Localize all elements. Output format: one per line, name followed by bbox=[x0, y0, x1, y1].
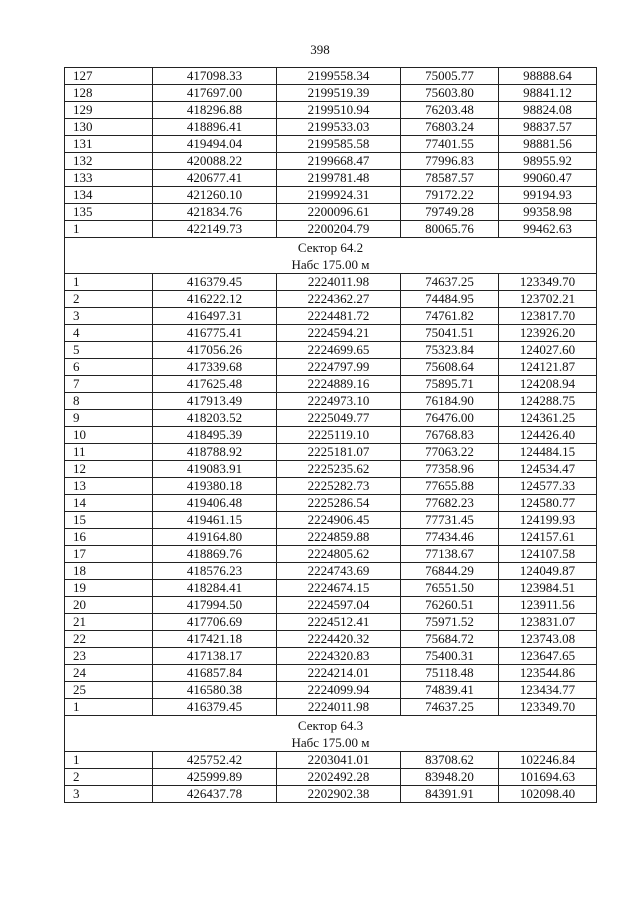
x-coordinate-cell: 425752.42 bbox=[153, 752, 277, 769]
page-number: 398 bbox=[310, 42, 330, 57]
y-coordinate-cell: 2224011.98 bbox=[277, 274, 401, 291]
x-coordinate-cell: 417098.33 bbox=[153, 68, 277, 85]
y-coordinate-cell: 2199924.31 bbox=[277, 187, 401, 204]
point-number-cell: 2 bbox=[65, 291, 153, 308]
table-row bbox=[65, 325, 597, 342]
x-local-cell: 84391.91 bbox=[401, 786, 499, 803]
y-coordinate-cell: 2199510.94 bbox=[277, 102, 401, 119]
x-local-cell: 77434.46 bbox=[401, 529, 499, 546]
sector-header-cell bbox=[65, 238, 597, 274]
x-local-cell: 74839.41 bbox=[401, 682, 499, 699]
table-row bbox=[65, 631, 597, 648]
x-coordinate-cell: 417994.50 bbox=[153, 597, 277, 614]
x-local-cell: 76476.00 bbox=[401, 410, 499, 427]
y-local-cell: 98841.12 bbox=[499, 85, 597, 102]
y-local-cell: 124426.40 bbox=[499, 427, 597, 444]
y-coordinate-cell: 2224906.45 bbox=[277, 512, 401, 529]
table-row bbox=[65, 153, 597, 170]
x-coordinate-cell: 418576.23 bbox=[153, 563, 277, 580]
table-row bbox=[65, 102, 597, 119]
x-local-cell: 75608.64 bbox=[401, 359, 499, 376]
table-row bbox=[65, 136, 597, 153]
y-local-cell: 101694.63 bbox=[499, 769, 597, 786]
table-row bbox=[65, 580, 597, 597]
table-row bbox=[65, 85, 597, 102]
y-local-cell: 124361.25 bbox=[499, 410, 597, 427]
table-row bbox=[65, 444, 597, 461]
y-local-cell: 124577.33 bbox=[499, 478, 597, 495]
x-coordinate-cell: 417421.18 bbox=[153, 631, 277, 648]
point-number-cell: 15 bbox=[65, 512, 153, 529]
x-coordinate-cell: 419380.18 bbox=[153, 478, 277, 495]
y-local-cell: 124208.94 bbox=[499, 376, 597, 393]
x-local-cell: 74637.25 bbox=[401, 274, 499, 291]
y-coordinate-cell: 2202902.38 bbox=[277, 786, 401, 803]
x-coordinate-cell: 417625.48 bbox=[153, 376, 277, 393]
x-local-cell: 76260.51 bbox=[401, 597, 499, 614]
y-coordinate-cell: 2199781.48 bbox=[277, 170, 401, 187]
table-row bbox=[65, 427, 597, 444]
y-coordinate-cell: 2225049.77 bbox=[277, 410, 401, 427]
x-coordinate-cell: 425999.89 bbox=[153, 769, 277, 786]
point-number-cell: 2 bbox=[65, 769, 153, 786]
table-row bbox=[65, 699, 597, 716]
table-row bbox=[65, 342, 597, 359]
x-local-cell: 76184.90 bbox=[401, 393, 499, 410]
x-coordinate-cell: 417339.68 bbox=[153, 359, 277, 376]
y-local-cell: 98824.08 bbox=[499, 102, 597, 119]
x-coordinate-cell: 417706.69 bbox=[153, 614, 277, 631]
x-local-cell: 79172.22 bbox=[401, 187, 499, 204]
x-local-cell: 76768.83 bbox=[401, 427, 499, 444]
x-local-cell: 76551.50 bbox=[401, 580, 499, 597]
y-local-cell: 98955.92 bbox=[499, 153, 597, 170]
table-row bbox=[65, 546, 597, 563]
table-row bbox=[65, 291, 597, 308]
point-number-cell: 135 bbox=[65, 204, 153, 221]
x-local-cell: 75323.84 bbox=[401, 342, 499, 359]
y-local-cell: 123817.70 bbox=[499, 308, 597, 325]
y-coordinate-cell: 2225235.62 bbox=[277, 461, 401, 478]
table-row bbox=[65, 187, 597, 204]
point-number-cell: 7 bbox=[65, 376, 153, 393]
table-row bbox=[65, 495, 597, 512]
sector-header-row bbox=[65, 716, 597, 752]
sector-title: Сектор 64.2 bbox=[297, 239, 364, 255]
y-local-cell: 123926.20 bbox=[499, 325, 597, 342]
y-local-cell: 123349.70 bbox=[499, 274, 597, 291]
y-coordinate-cell: 2224674.15 bbox=[277, 580, 401, 597]
x-coordinate-cell: 418203.52 bbox=[153, 410, 277, 427]
table-row bbox=[65, 204, 597, 221]
y-coordinate-cell: 2224743.69 bbox=[277, 563, 401, 580]
y-coordinate-cell: 2224320.83 bbox=[277, 648, 401, 665]
x-coordinate-cell: 421260.10 bbox=[153, 187, 277, 204]
y-local-cell: 124121.87 bbox=[499, 359, 597, 376]
x-local-cell: 75895.71 bbox=[401, 376, 499, 393]
point-number-cell: 6 bbox=[65, 359, 153, 376]
y-local-cell: 123911.56 bbox=[499, 597, 597, 614]
x-coordinate-cell: 417138.17 bbox=[153, 648, 277, 665]
x-coordinate-cell: 416775.41 bbox=[153, 325, 277, 342]
coordinates-table bbox=[64, 67, 597, 803]
y-coordinate-cell: 2203041.01 bbox=[277, 752, 401, 769]
table-row bbox=[65, 68, 597, 85]
y-local-cell: 124107.58 bbox=[499, 546, 597, 563]
x-local-cell: 75684.72 bbox=[401, 631, 499, 648]
x-coordinate-cell: 416379.45 bbox=[153, 274, 277, 291]
x-coordinate-cell: 419164.80 bbox=[153, 529, 277, 546]
y-coordinate-cell: 2199668.47 bbox=[277, 153, 401, 170]
x-coordinate-cell: 418788.92 bbox=[153, 444, 277, 461]
point-number-cell: 1 bbox=[65, 699, 153, 716]
table-row bbox=[65, 274, 597, 291]
y-local-cell: 102246.84 bbox=[499, 752, 597, 769]
table-row bbox=[65, 648, 597, 665]
y-coordinate-cell: 2200096.61 bbox=[277, 204, 401, 221]
y-coordinate-cell: 2202492.28 bbox=[277, 769, 401, 786]
point-number-cell: 131 bbox=[65, 136, 153, 153]
x-coordinate-cell: 416857.84 bbox=[153, 665, 277, 682]
table-row bbox=[65, 221, 597, 238]
y-coordinate-cell: 2199533.03 bbox=[277, 119, 401, 136]
y-local-cell: 124580.77 bbox=[499, 495, 597, 512]
y-coordinate-cell: 2224481.72 bbox=[277, 308, 401, 325]
x-local-cell: 75400.31 bbox=[401, 648, 499, 665]
x-coordinate-cell: 418296.88 bbox=[153, 102, 277, 119]
y-coordinate-cell: 2199519.39 bbox=[277, 85, 401, 102]
x-local-cell: 79749.28 bbox=[401, 204, 499, 221]
x-local-cell: 75005.77 bbox=[401, 68, 499, 85]
point-number-cell: 10 bbox=[65, 427, 153, 444]
sector-altitude: Набс 175.00 м bbox=[291, 256, 370, 272]
point-number-cell: 3 bbox=[65, 308, 153, 325]
table-row bbox=[65, 359, 597, 376]
table-row bbox=[65, 665, 597, 682]
table-row bbox=[65, 563, 597, 580]
point-number-cell: 128 bbox=[65, 85, 153, 102]
x-coordinate-cell: 417913.49 bbox=[153, 393, 277, 410]
point-number-cell: 1 bbox=[65, 752, 153, 769]
table-row bbox=[65, 682, 597, 699]
x-local-cell: 77655.88 bbox=[401, 478, 499, 495]
sector-title: Сектор 64.3 bbox=[297, 717, 364, 733]
x-coordinate-cell: 420677.41 bbox=[153, 170, 277, 187]
x-local-cell: 75971.52 bbox=[401, 614, 499, 631]
point-number-cell: 130 bbox=[65, 119, 153, 136]
x-local-cell: 74484.95 bbox=[401, 291, 499, 308]
point-number-cell: 16 bbox=[65, 529, 153, 546]
x-coordinate-cell: 416379.45 bbox=[153, 699, 277, 716]
y-local-cell: 98837.57 bbox=[499, 119, 597, 136]
x-local-cell: 76844.29 bbox=[401, 563, 499, 580]
point-number-cell: 20 bbox=[65, 597, 153, 614]
table-row bbox=[65, 614, 597, 631]
x-coordinate-cell: 418495.39 bbox=[153, 427, 277, 444]
y-coordinate-cell: 2225286.54 bbox=[277, 495, 401, 512]
y-coordinate-cell: 2224973.10 bbox=[277, 393, 401, 410]
x-coordinate-cell: 419494.04 bbox=[153, 136, 277, 153]
point-number-cell: 134 bbox=[65, 187, 153, 204]
y-coordinate-cell: 2225181.07 bbox=[277, 444, 401, 461]
sector-altitude: Набс 175.00 м bbox=[291, 734, 370, 750]
table-row bbox=[65, 752, 597, 769]
x-local-cell: 83708.62 bbox=[401, 752, 499, 769]
point-number-cell: 13 bbox=[65, 478, 153, 495]
point-number-cell: 4 bbox=[65, 325, 153, 342]
y-coordinate-cell: 2199558.34 bbox=[277, 68, 401, 85]
table-row bbox=[65, 308, 597, 325]
y-coordinate-cell: 2224512.41 bbox=[277, 614, 401, 631]
x-local-cell: 78587.57 bbox=[401, 170, 499, 187]
point-number-cell: 17 bbox=[65, 546, 153, 563]
x-coordinate-cell: 416222.12 bbox=[153, 291, 277, 308]
y-coordinate-cell: 2199585.58 bbox=[277, 136, 401, 153]
x-local-cell: 75041.51 bbox=[401, 325, 499, 342]
table-row bbox=[65, 393, 597, 410]
point-number-cell: 132 bbox=[65, 153, 153, 170]
coordinates-table-body bbox=[65, 68, 597, 803]
point-number-cell: 3 bbox=[65, 786, 153, 803]
x-local-cell: 74761.82 bbox=[401, 308, 499, 325]
y-local-cell: 124534.47 bbox=[499, 461, 597, 478]
y-coordinate-cell: 2224420.32 bbox=[277, 631, 401, 648]
sector-header-cell bbox=[65, 716, 597, 752]
x-local-cell: 77731.45 bbox=[401, 512, 499, 529]
point-number-cell: 24 bbox=[65, 665, 153, 682]
x-local-cell: 83948.20 bbox=[401, 769, 499, 786]
y-coordinate-cell: 2224859.88 bbox=[277, 529, 401, 546]
table-row bbox=[65, 376, 597, 393]
y-local-cell: 123434.77 bbox=[499, 682, 597, 699]
y-coordinate-cell: 2224889.16 bbox=[277, 376, 401, 393]
y-local-cell: 124049.87 bbox=[499, 563, 597, 580]
y-coordinate-cell: 2200204.79 bbox=[277, 221, 401, 238]
x-local-cell: 75118.48 bbox=[401, 665, 499, 682]
x-coordinate-cell: 420088.22 bbox=[153, 153, 277, 170]
table-row bbox=[65, 529, 597, 546]
y-local-cell: 102098.40 bbox=[499, 786, 597, 803]
y-coordinate-cell: 2224699.65 bbox=[277, 342, 401, 359]
y-local-cell: 123831.07 bbox=[499, 614, 597, 631]
x-coordinate-cell: 417697.00 bbox=[153, 85, 277, 102]
x-local-cell: 77358.96 bbox=[401, 461, 499, 478]
y-local-cell: 123984.51 bbox=[499, 580, 597, 597]
table-row bbox=[65, 512, 597, 529]
y-local-cell: 99462.63 bbox=[499, 221, 597, 238]
y-local-cell: 99358.98 bbox=[499, 204, 597, 221]
point-number-cell: 8 bbox=[65, 393, 153, 410]
point-number-cell: 12 bbox=[65, 461, 153, 478]
y-local-cell: 98888.64 bbox=[499, 68, 597, 85]
y-coordinate-cell: 2224597.04 bbox=[277, 597, 401, 614]
point-number-cell: 133 bbox=[65, 170, 153, 187]
table-row bbox=[65, 786, 597, 803]
table-row bbox=[65, 597, 597, 614]
point-number-cell: 1 bbox=[65, 221, 153, 238]
point-number-cell: 25 bbox=[65, 682, 153, 699]
y-coordinate-cell: 2224362.27 bbox=[277, 291, 401, 308]
x-local-cell: 80065.76 bbox=[401, 221, 499, 238]
y-local-cell: 98881.56 bbox=[499, 136, 597, 153]
y-local-cell: 124199.93 bbox=[499, 512, 597, 529]
y-local-cell: 124484.15 bbox=[499, 444, 597, 461]
x-coordinate-cell: 419406.48 bbox=[153, 495, 277, 512]
x-coordinate-cell: 419083.91 bbox=[153, 461, 277, 478]
table-row bbox=[65, 410, 597, 427]
y-local-cell: 123544.86 bbox=[499, 665, 597, 682]
y-local-cell: 124157.61 bbox=[499, 529, 597, 546]
table-row bbox=[65, 461, 597, 478]
x-coordinate-cell: 419461.15 bbox=[153, 512, 277, 529]
point-number-cell: 127 bbox=[65, 68, 153, 85]
x-coordinate-cell: 416497.31 bbox=[153, 308, 277, 325]
table-row bbox=[65, 769, 597, 786]
y-coordinate-cell: 2224805.62 bbox=[277, 546, 401, 563]
y-coordinate-cell: 2225282.73 bbox=[277, 478, 401, 495]
y-coordinate-cell: 2224011.98 bbox=[277, 699, 401, 716]
y-local-cell: 99194.93 bbox=[499, 187, 597, 204]
x-local-cell: 77401.55 bbox=[401, 136, 499, 153]
y-coordinate-cell: 2224099.94 bbox=[277, 682, 401, 699]
x-local-cell: 77682.23 bbox=[401, 495, 499, 512]
x-coordinate-cell: 422149.73 bbox=[153, 221, 277, 238]
y-local-cell: 124027.60 bbox=[499, 342, 597, 359]
y-local-cell: 123647.65 bbox=[499, 648, 597, 665]
y-local-cell: 99060.47 bbox=[499, 170, 597, 187]
point-number-cell: 1 bbox=[65, 274, 153, 291]
x-local-cell: 76803.24 bbox=[401, 119, 499, 136]
point-number-cell: 18 bbox=[65, 563, 153, 580]
x-coordinate-cell: 421834.76 bbox=[153, 204, 277, 221]
point-number-cell: 23 bbox=[65, 648, 153, 665]
point-number-cell: 19 bbox=[65, 580, 153, 597]
point-number-cell: 22 bbox=[65, 631, 153, 648]
y-coordinate-cell: 2225119.10 bbox=[277, 427, 401, 444]
x-local-cell: 76203.48 bbox=[401, 102, 499, 119]
y-coordinate-cell: 2224594.21 bbox=[277, 325, 401, 342]
x-coordinate-cell: 418869.76 bbox=[153, 546, 277, 563]
point-number-cell: 129 bbox=[65, 102, 153, 119]
x-local-cell: 77996.83 bbox=[401, 153, 499, 170]
point-number-cell: 9 bbox=[65, 410, 153, 427]
table-row bbox=[65, 478, 597, 495]
point-number-cell: 21 bbox=[65, 614, 153, 631]
y-local-cell: 123702.21 bbox=[499, 291, 597, 308]
table-row bbox=[65, 119, 597, 136]
x-coordinate-cell: 418284.41 bbox=[153, 580, 277, 597]
x-coordinate-cell: 416580.38 bbox=[153, 682, 277, 699]
y-coordinate-cell: 2224214.01 bbox=[277, 665, 401, 682]
y-coordinate-cell: 2224797.99 bbox=[277, 359, 401, 376]
point-number-cell: 11 bbox=[65, 444, 153, 461]
x-coordinate-cell: 418896.41 bbox=[153, 119, 277, 136]
sector-header-row bbox=[65, 238, 597, 274]
x-local-cell: 77138.67 bbox=[401, 546, 499, 563]
x-local-cell: 77063.22 bbox=[401, 444, 499, 461]
x-coordinate-cell: 417056.26 bbox=[153, 342, 277, 359]
y-local-cell: 124288.75 bbox=[499, 393, 597, 410]
y-local-cell: 123349.70 bbox=[499, 699, 597, 716]
table-row bbox=[65, 170, 597, 187]
y-local-cell: 123743.08 bbox=[499, 631, 597, 648]
x-coordinate-cell: 426437.78 bbox=[153, 786, 277, 803]
x-local-cell: 75603.80 bbox=[401, 85, 499, 102]
point-number-cell: 5 bbox=[65, 342, 153, 359]
x-local-cell: 74637.25 bbox=[401, 699, 499, 716]
point-number-cell: 14 bbox=[65, 495, 153, 512]
